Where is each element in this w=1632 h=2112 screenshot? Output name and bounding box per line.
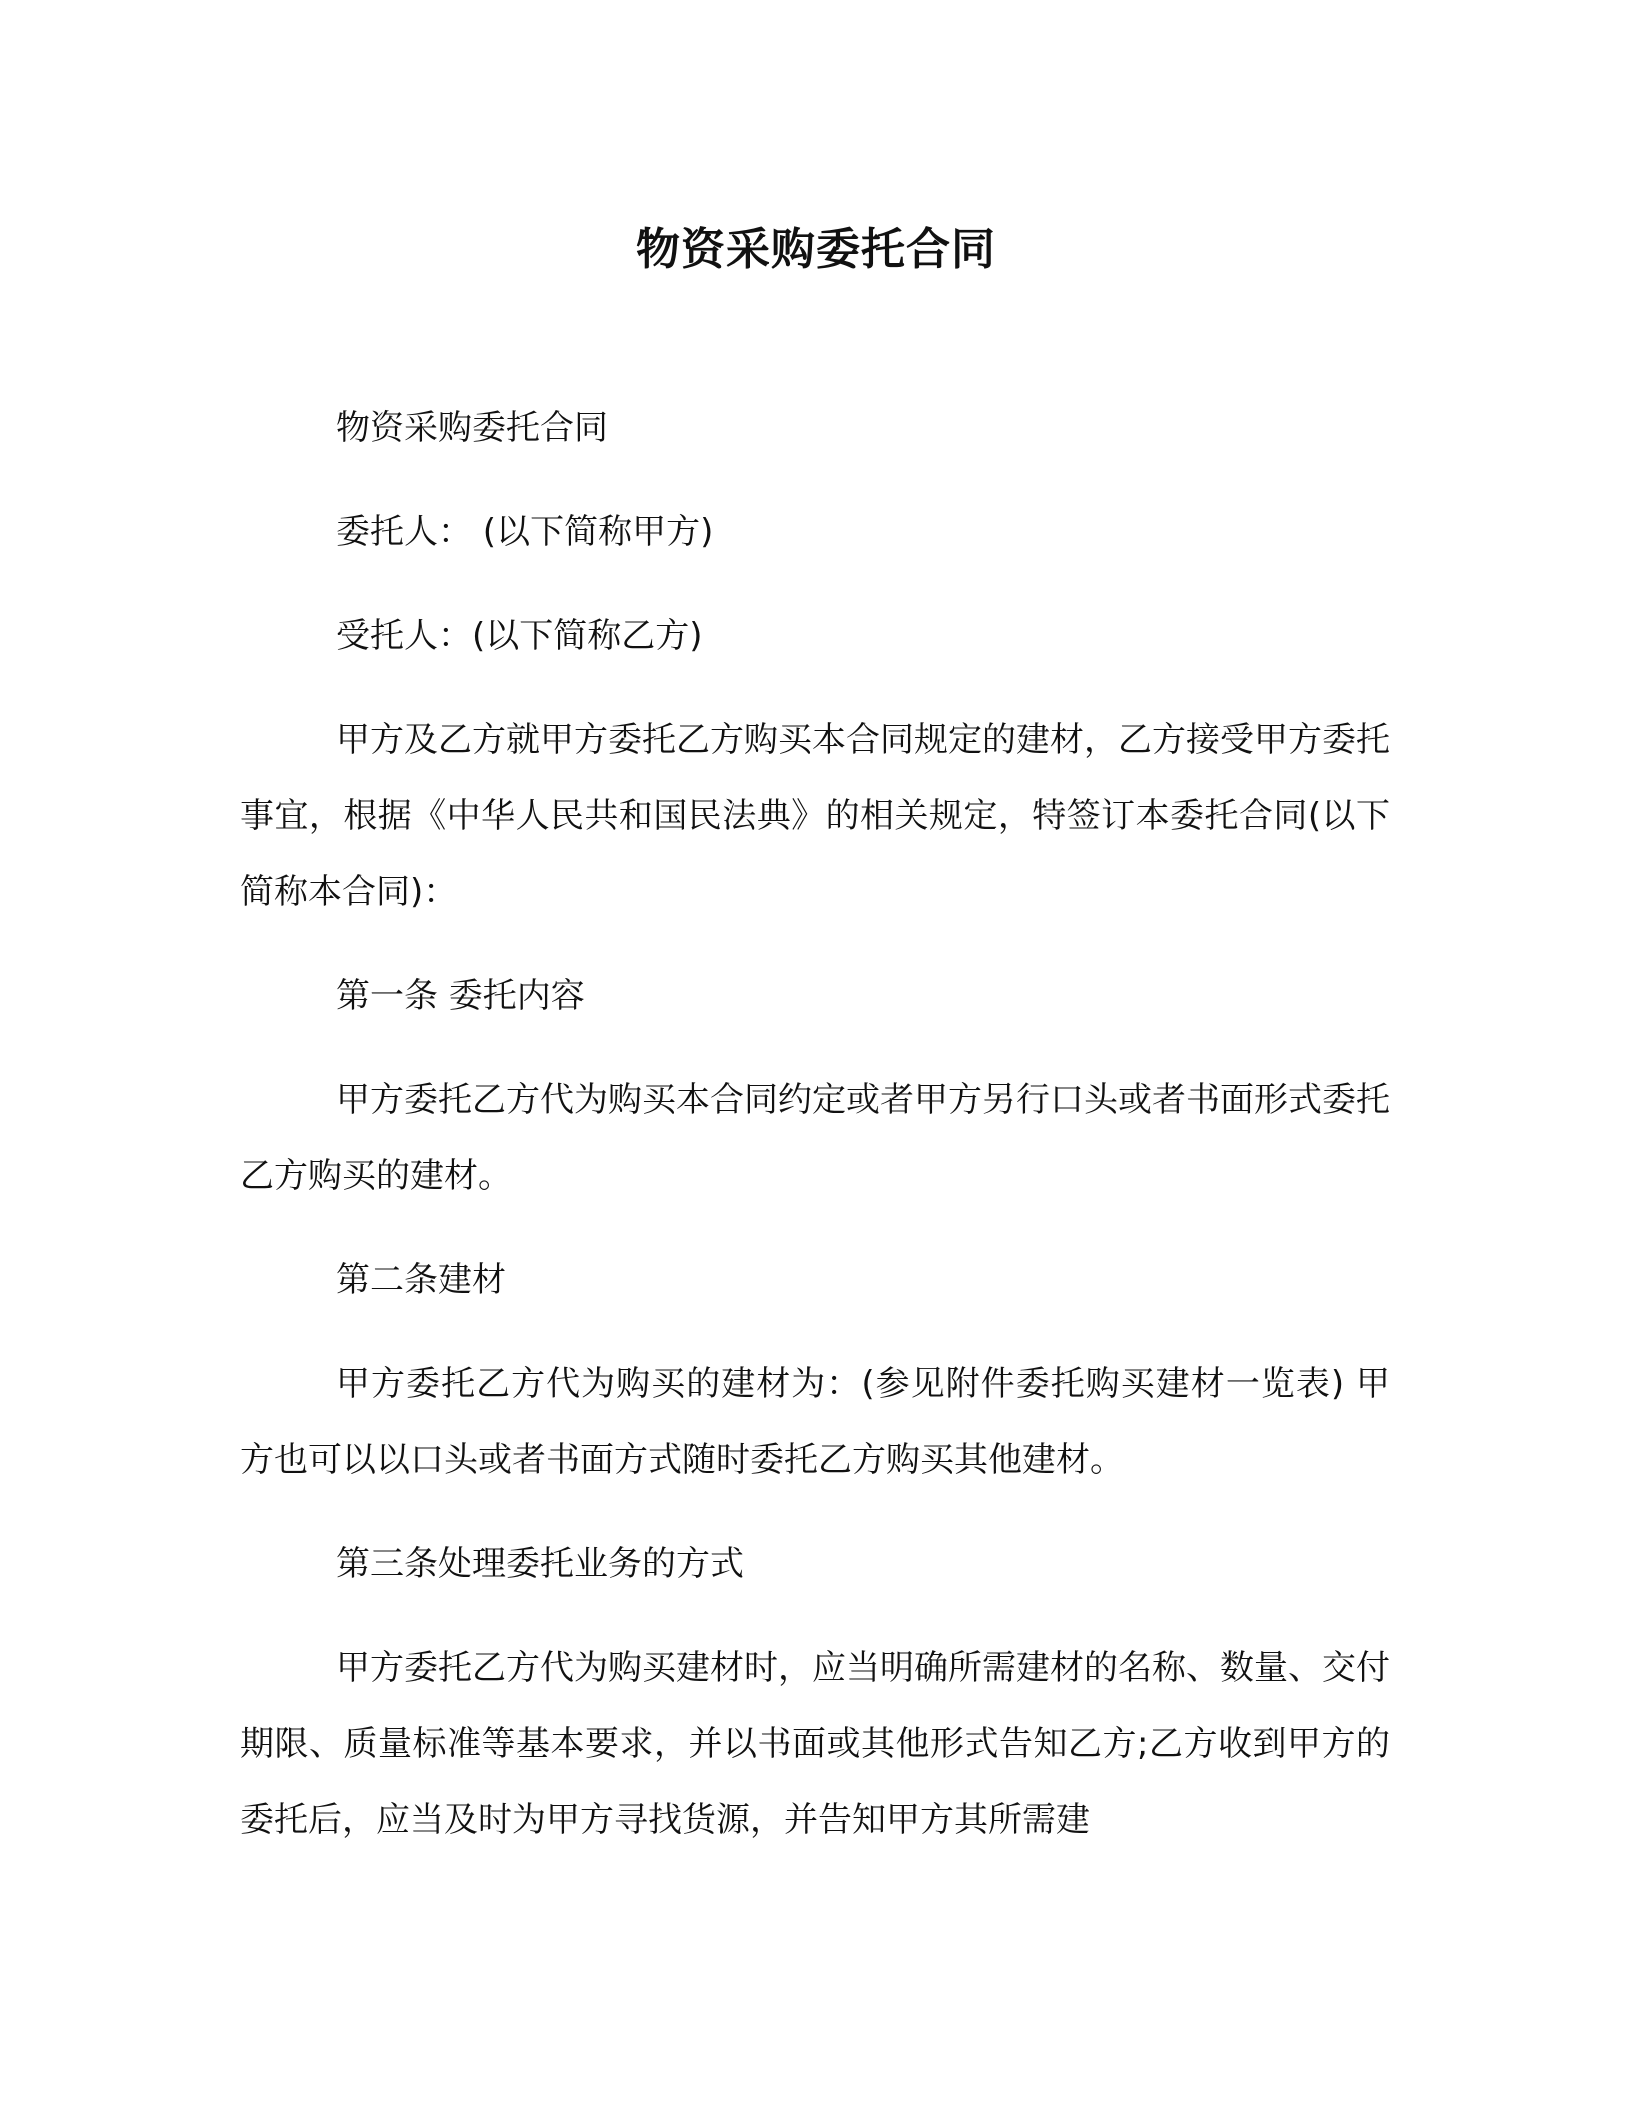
article-3-heading: 第三条处理委托业务的方式 — [336, 1544, 744, 1584]
article-2-heading: 第二条建材 — [336, 1260, 506, 1300]
document-title: 物资采购委托合同 — [636, 224, 996, 275]
subtitle-paragraph: 物资采购委托合同 — [336, 408, 608, 448]
article-1-heading: 第一条 委托内容 — [336, 976, 585, 1016]
article-2-text: 甲方委托乙方代为购买的建材为：(参见附件委托购买建材一览表) 甲方也可以以口头或者书面方式随时委托乙方购买其他建材。 — [240, 1364, 1390, 1480]
agent-line: 受托人：(以下简称乙方) — [336, 616, 703, 656]
article-1-text: 甲方委托乙方代为购买本合同约定或者甲方另行口头或者书面形式委托乙方购买的建材。 — [240, 1080, 1390, 1196]
principal-line: 委托人： (以下简称甲方) — [336, 512, 714, 552]
document-body — [240, 390, 1390, 1886]
article-3-text: 甲方委托乙方代为购买建材时，应当明确所需建材的名称、数量、交付期限、质量标准等基本要求，并以书面或其他形式告知乙方;乙方收到甲方的委托后，应当及时为甲方寻找货源，并告知甲方其所需建 — [240, 1648, 1390, 1840]
preamble-paragraph: 甲方及乙方就甲方委托乙方购买本合同规定的建材，乙方接受甲方委托事宜，根据《中华人民共和国民法典》的相关规定，特签订本委托合同(以下简称本合同)： — [240, 720, 1390, 912]
